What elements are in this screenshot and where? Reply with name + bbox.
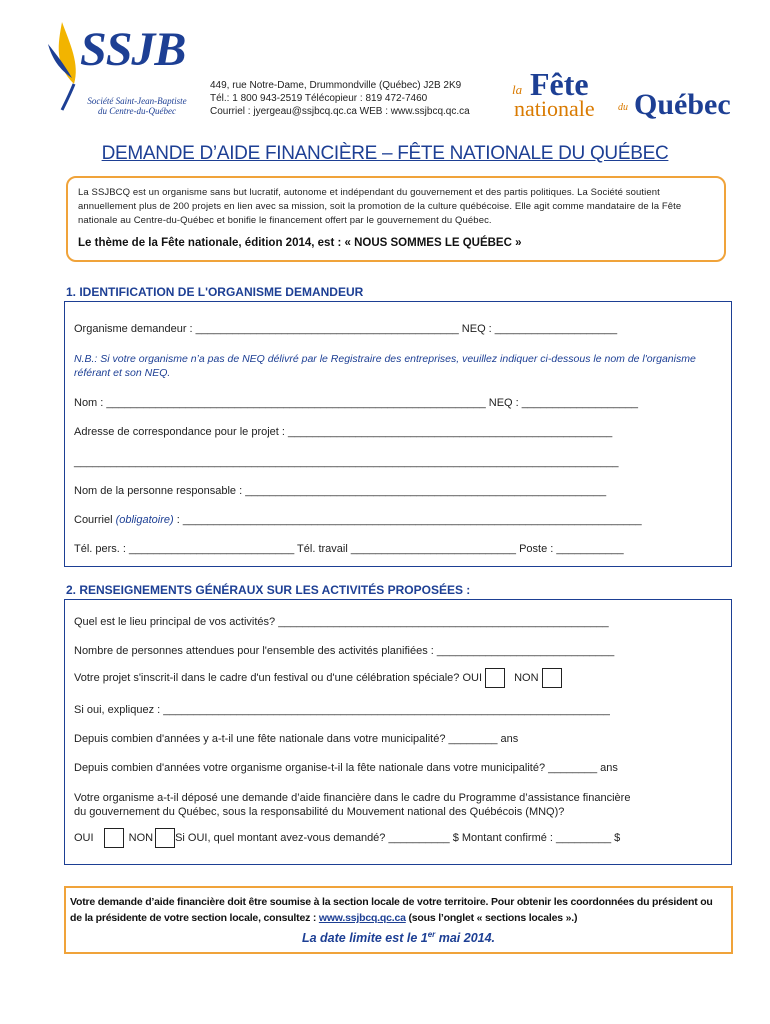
logo-subtitle: Société Saint-Jean-Baptiste du Centre-du-Québec — [87, 96, 187, 116]
section1-frame — [64, 301, 732, 567]
expliquez-field[interactable]: Si oui, expliquez : _________________________________________________________________________ — [74, 704, 610, 716]
section1-title: 1. IDENTIFICATION DE L'ORGANISME DEMANDEUR — [66, 285, 364, 299]
festival-non-checkbox[interactable] — [542, 668, 562, 688]
annees-fete-field[interactable]: Depuis combien d'années y a-t-il une fête nationale dans votre municipalité? ________ ans — [74, 733, 519, 745]
demande-non-checkbox[interactable] — [155, 828, 175, 848]
intro-text: La SSJBCQ est un organisme sans but lucratif, autonome et indépendant du gouvernement et des partis politiques. La Société soutient annuellement plus de 200 projets en lien avec sa mission, soit la promotion de la culture québécoise. Elle agit comme mandataire de la Fête nationale au Centre-du-Québec et bonifie le financement offert par le gouvernement du Québec. — [78, 187, 682, 226]
lieu-field[interactable]: Quel est le lieu principal de vos activités? ______________________________________________________ — [74, 616, 609, 628]
adresse-field-line2[interactable]: _________________________________________________________________________________________ — [74, 456, 619, 468]
adresse-field[interactable]: Adresse de correspondance pour le projet : _____________________________________________________ — [74, 426, 613, 438]
telephone-fields[interactable]: Tél. pers. : ___________________________ Tél. travail ___________________________ Poste : ___________ — [74, 543, 624, 555]
organisme-field[interactable]: Organisme demandeur : ___________________________________________ NEQ : ____________________ — [74, 323, 618, 335]
demande-question-line1: Votre organisme a-t-il déposé une demande d’aide financière dans le cadre du Programme d’assistance financière — [74, 792, 631, 804]
notice-box — [64, 886, 733, 954]
deadline-text: La date limite est le 1er mai 2014. — [301, 930, 496, 946]
festival-question: Votre projet s'inscrit-il dans le cadre d'un festival ou d'une célébration spéciale? OUI NON — [74, 668, 562, 688]
montant-fields[interactable]: Si OUI, quel montant avez-vous demandé? __________ $ Montant confirmé : _________ $ — [175, 832, 621, 844]
section2-frame — [64, 599, 732, 865]
demande-question-line2: du gouvernement du Québec, sous la responsabilité du Mouvement national des Québécois (MNQ)? — [74, 806, 565, 818]
intro-theme: Le thème de la Fête nationale, édition 2014, est : « NOUS SOMMES LE QUÉBEC » — [78, 237, 522, 249]
nom-field[interactable]: Nom : ______________________________________________________________ NEQ : ___________________ — [74, 397, 638, 409]
fete-nationale-logo: la Fête nationale du Québec — [512, 66, 731, 121]
festival-oui-checkbox[interactable] — [485, 668, 505, 688]
courriel-field[interactable]: Courriel (obligatoire) : ___________________________________________________________________________ — [74, 514, 642, 526]
organization-address: 449, rue Notre-Dame, Drummondville (Québec) J2B 2K9 Tél.: 1 800 943-2519 Télécopieur : 819 472-7460 Courriel : jyergeau@ssjbcq.qc.ca WEB : www.ssjbcq.qc.ca — [210, 80, 470, 117]
neq-note: N.B.: Si votre organisme n’a pas de NEQ délivré par le Registraire des entreprises, veuillez indiquer ci-dessous le nom de l'organisme référant et son NEQ. — [74, 353, 696, 379]
notice-text: Votre demande d’aide financière doit être soumise à la section locale de votre territoire. Pour obtenir les coordonnées du président ou de la présidente de votre section locale, consultez : www.ssjbcq.qc.ca (sous l’onglet « sections locales ».) — [70, 896, 713, 924]
section2-title: 2. RENSEIGNEMENTS GÉNÉRAUX SUR LES ACTIVITÉS PROPOSÉES : — [66, 583, 471, 597]
demande-answer-row: OUI NON Si OUI, quel montant avez-vous demandé? __________ $ Montant confirmé : _________ $ — [74, 828, 620, 848]
demande-oui-checkbox[interactable] — [104, 828, 124, 848]
intro-box — [66, 176, 726, 262]
nombre-field[interactable]: Nombre de personnes attendues pour l'ensemble des activités planifiées : _____________________________ — [74, 645, 615, 657]
logo-text: SSJB — [80, 23, 186, 76]
responsable-field[interactable]: Nom de la personne responsable : ___________________________________________________________ — [74, 485, 607, 497]
ssjbcq-link[interactable]: www.ssjbcq.qc.ca — [318, 912, 406, 924]
page-title: DEMANDE D’AIDE FINANCIÈRE – FÊTE NATIONALE DU QUÉBEC — [101, 143, 669, 164]
annees-organisme-field[interactable]: Depuis combien d'années votre organisme organise-t-il la fête nationale dans votre municipalité? ________ ans — [74, 762, 618, 774]
ssjb-logo — [40, 14, 200, 122]
